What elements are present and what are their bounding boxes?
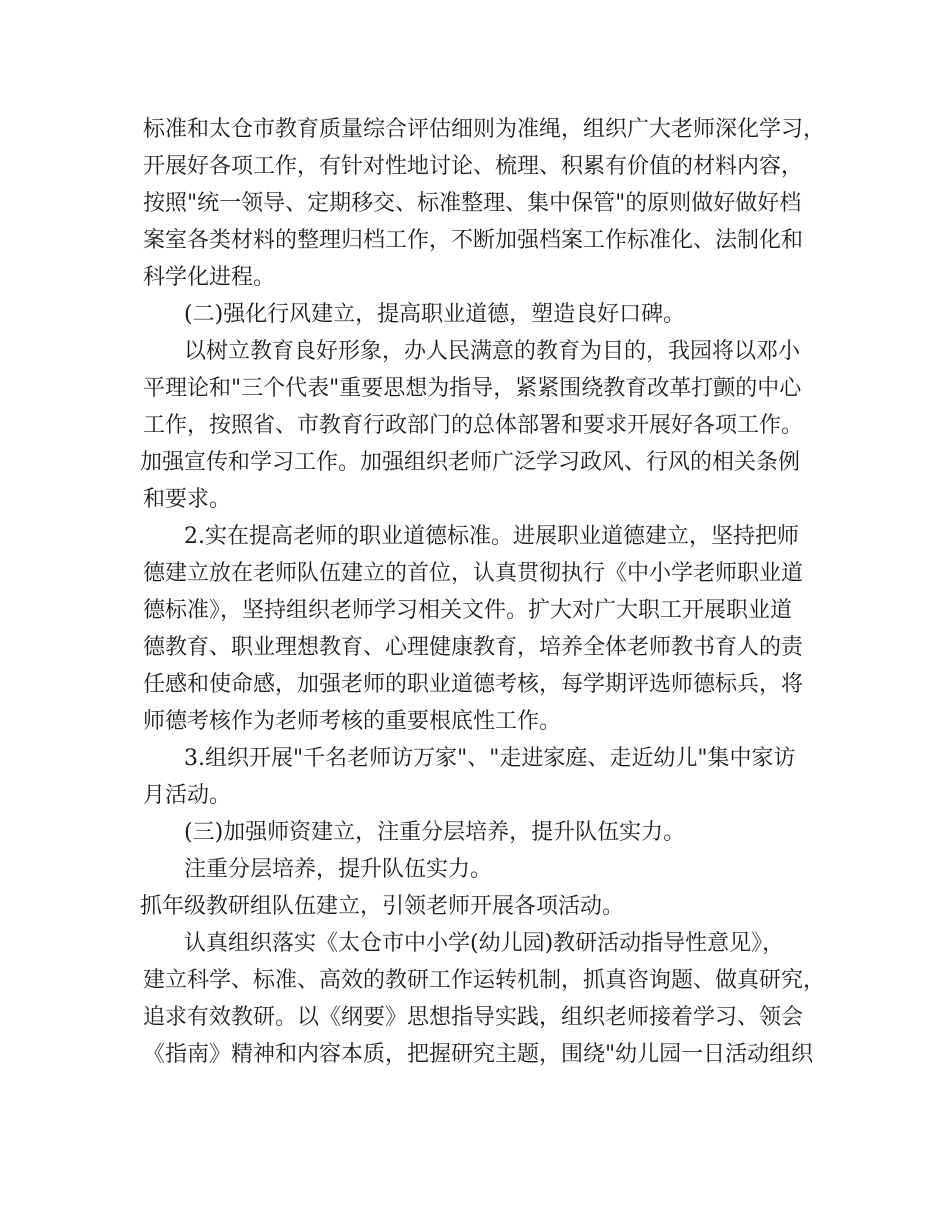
- text-line: 抓年级教研组队伍建立，引领老师开展各项活动。: [140, 894, 625, 919]
- text-line: 师德考核作为老师考核的重要根底性工作。: [143, 709, 562, 734]
- text-line: 和要求。: [143, 487, 232, 512]
- text-line: 平理论和"三个代表"重要思想为指导，紧紧围绕教育改革打颤的中心: [143, 376, 802, 401]
- text-line: 按照"统一领导、定期移交、标准整理、集中保管"的原则做好做好档: [143, 191, 802, 216]
- text-line: 德标准》，坚持组织老师学习相关文件。扩大对广大职工开展职业道: [143, 598, 793, 623]
- text-line: 3.组织开展"千名老师访万家"、"走进家庭、走近幼儿"集中家访: [184, 746, 796, 771]
- text-line: 月活动。: [143, 783, 232, 808]
- text-line: 认真组织落实《太仓市中小学(幼儿园)教研活动指导性意见》，: [184, 931, 785, 956]
- text-line: 注重分层培养，提升队伍实力。: [184, 857, 493, 882]
- text-line: 《指南》精神和内容本质，把握研究主题，围绕"幼儿园一日活动组织: [143, 1042, 814, 1067]
- text-line: 任感和使命感，加强老师的职业道德考核，每学期评选师德标兵，将: [143, 672, 804, 697]
- text-line: 工作，按照省、市教育行政部门的总体部署和要求开展好各项工作。: [143, 413, 804, 438]
- text-line: 加强宣传和学习工作。加强组织老师广泛学习政风、行风的相关条例: [140, 450, 801, 475]
- text-line: 2.实在提高老师的职业道德标准。进展职业道德建立，坚持把师: [184, 524, 799, 549]
- text-line: 标准和太仓市教育质量综合评估细则为准绳，组织广大老师深化学习，: [143, 117, 826, 142]
- text-line: 科学化进程。: [143, 265, 276, 290]
- text-line: 开展好各项工作，有针对性地讨论、梳理、积累有价值的材料内容，: [143, 154, 804, 179]
- text-line: 追求有效教研。以《纲要》思想指导实践，组织老师接着学习、领会: [143, 1005, 804, 1030]
- text-line: 以树立教育良好形象，办人民满意的教育为目的，我园将以邓小: [184, 339, 801, 364]
- section-heading: (二)强化行风建立，提高职业道德，塑造良好口碑。: [184, 302, 686, 327]
- text-line: 案室各类材料的整理归档工作，不断加强档案工作标准化、法制化和: [143, 228, 804, 253]
- text-line: 建立科学、标准、高效的教研工作运转机制，抓真咨询题、做真研究，: [143, 968, 826, 993]
- text-line: 德建立放在老师队伍建立的首位，认真贯彻执行《中小学老师职业道: [143, 561, 804, 586]
- text-line: 德教育、职业理想教育、心理健康教育，培养全体老师教书育人的责: [143, 635, 804, 660]
- section-heading: (三)加强师资建立，注重分层培养，提升队伍实力。: [184, 820, 686, 845]
